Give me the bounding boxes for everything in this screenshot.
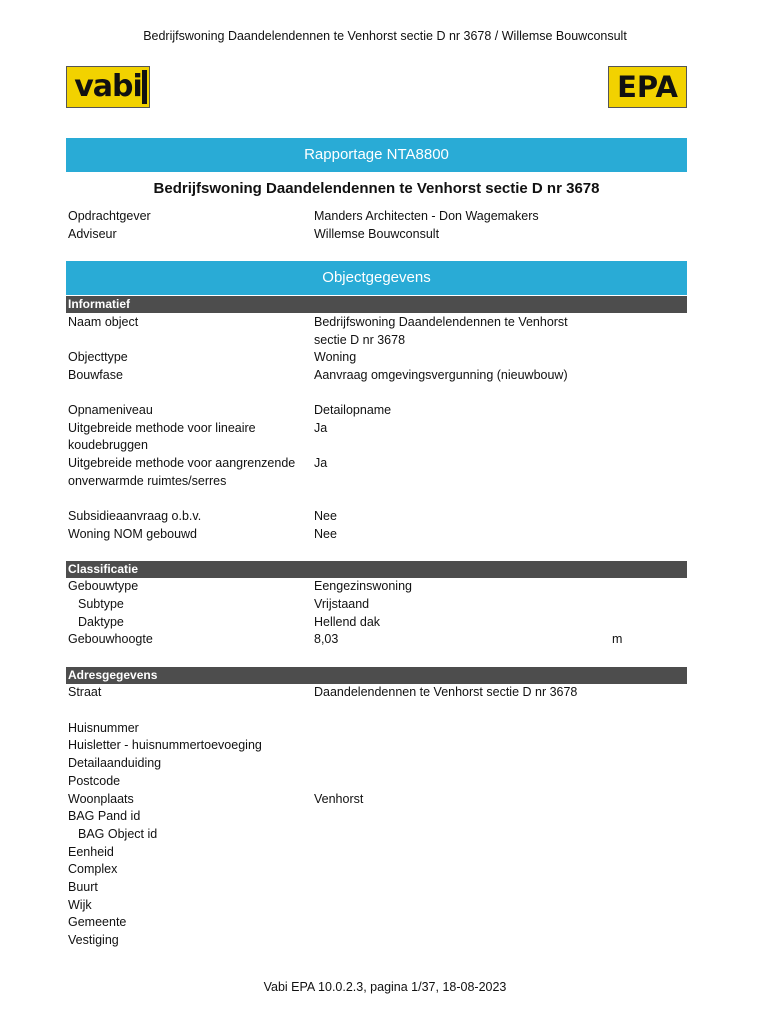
page-footer: Vabi EPA 10.0.2.3, pagina 1/37, 18-08-2023 [263, 980, 507, 994]
naam-object-value-line1: Bedrijfswoning Daandelendennen te Venhorst [314, 315, 568, 329]
gebouwtype-label: Gebouwtype [68, 579, 139, 593]
report-band: Rapportage NTA8800 [66, 138, 687, 172]
adviseur-label: Adviseur [68, 227, 117, 241]
detailaanduiding-label: Detailaanduiding [68, 756, 162, 770]
woonplaats-label: Woonplaats [68, 792, 134, 806]
naam-object-value-line2: sectie D nr 3678 [314, 333, 406, 347]
section-adresgegevens: Adresgegevens [66, 667, 687, 684]
vabi-logo-bar [142, 70, 147, 104]
vabi-logo-text: vabi [74, 69, 142, 104]
straat-value: Daandelendennen te Venhorst sectie D nr 3678 [314, 685, 578, 699]
adviseur-value: Willemse Bouwconsult [314, 227, 440, 241]
bouwfase-label: Bouwfase [68, 368, 123, 382]
lineaire-koudebruggen-label-line1: Uitgebreide methode voor lineaire [68, 421, 256, 435]
opdrachtgever-value: Manders Architecten - Don Wagemakers [314, 209, 539, 223]
wijk-label: Wijk [68, 898, 92, 912]
aangrenzende-ruimtes-label-line1: Uitgebreide methode voor aangrenzende [68, 456, 296, 470]
gemeente-label: Gemeente [68, 915, 127, 929]
objectgegevens-band: Objectgegevens [66, 261, 687, 295]
nom-value: Nee [314, 527, 337, 541]
daktype-label: Daktype [78, 615, 124, 629]
objecttype-value: Woning [314, 350, 357, 364]
straat-label: Straat [68, 685, 102, 699]
document-title: Bedrijfswoning Daandelendennen te Venhorst sectie D nr 3678 [153, 180, 600, 197]
huisnummer-label: Huisnummer [68, 721, 139, 735]
woonplaats-value: Venhorst [314, 792, 364, 806]
section-informatief: Informatief [66, 296, 687, 313]
vabi-logo [66, 66, 150, 108]
gebouwtype-value: Eengezinswoning [314, 579, 412, 593]
vestiging-label: Vestiging [68, 933, 119, 947]
subsidie-label: Subsidieaanvraag o.b.v. [68, 509, 202, 523]
opnameniveau-label: Opnameniveau [68, 403, 153, 417]
opnameniveau-value: Detailopname [314, 403, 392, 417]
gebouwhoogte-label: Gebouwhoogte [68, 632, 153, 646]
bag-object-label: BAG Object id [78, 827, 158, 841]
nom-label: Woning NOM gebouwd [68, 527, 198, 541]
subtype-label: Subtype [78, 597, 124, 611]
gebouwhoogte-value: 8,03 [314, 632, 339, 646]
bag-pand-label: BAG Pand id [68, 809, 141, 823]
epa-logo-text: EPA [617, 69, 678, 104]
buurt-label: Buurt [68, 880, 98, 894]
postcode-label: Postcode [68, 774, 121, 788]
aangrenzende-ruimtes-label-line2: onverwarmde ruimtes/serres [68, 474, 227, 488]
epa-logo [608, 66, 687, 108]
daktype-value: Hellend dak [314, 615, 381, 629]
subsidie-value: Nee [314, 509, 337, 523]
bouwfase-value: Aanvraag omgevingsvergunning (nieuwbouw) [314, 368, 568, 382]
opdrachtgever-label: Opdrachtgever [68, 209, 151, 223]
lineaire-koudebruggen-value: Ja [314, 421, 328, 435]
aangrenzende-ruimtes-value: Ja [314, 456, 328, 470]
section-classificatie: Classificatie [66, 561, 687, 578]
naam-object-label: Naam object [68, 315, 139, 329]
subtype-value: Vrijstaand [314, 597, 370, 611]
page-header-title: Bedrijfswoning Daandelendennen te Venhorst sectie D nr 3678 / Willemse Bouwconsult [143, 29, 627, 43]
lineaire-koudebruggen-label-line2: koudebruggen [68, 438, 148, 452]
complex-label: Complex [68, 862, 118, 876]
objecttype-label: Objecttype [68, 350, 128, 364]
eenheid-label: Eenheid [68, 845, 114, 859]
huisletter-label: Huisletter - huisnummertoevoeging [68, 738, 262, 752]
gebouwhoogte-unit: m [612, 632, 623, 646]
